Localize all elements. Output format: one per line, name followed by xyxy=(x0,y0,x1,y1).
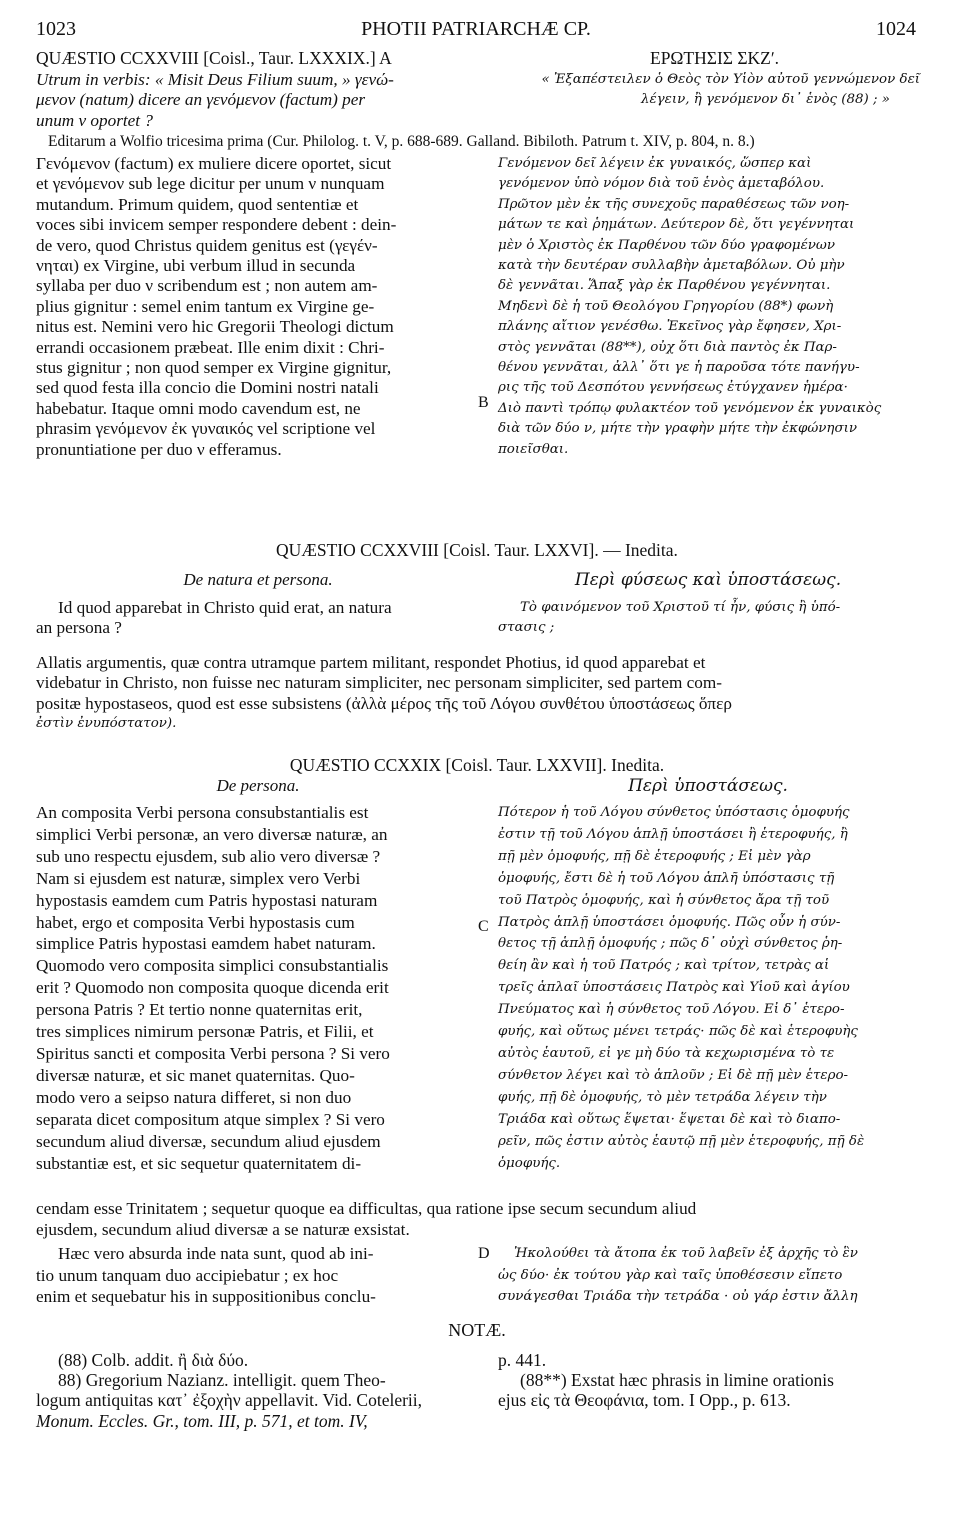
text-line: diversæ naturæ, et sic manet quaternitas. Quo- xyxy=(36,1065,355,1085)
q228-question-greek xyxy=(500,70,920,111)
text-line: secundum aliud diversæ, secundum aliud ejusdem xyxy=(36,1131,381,1151)
text-line: ἐστιν τῇ τοῦ Λόγου ἁπλῇ ὑποστάσει ἢ ἑτεροφυής, ἢ xyxy=(498,826,848,842)
text-line: Διὸ παντὶ τρόπῳ φυλακτέον τοῦ γενόμενον ἐκ γυναικὸς xyxy=(498,400,882,416)
text-line: Id quod apparebat in Christo quid erat, an natura xyxy=(58,598,392,617)
text-line: γενόμενον ὑπὸ νόμον διὰ τοῦ ἑνὸς ἀμεταβόλου. xyxy=(498,176,825,192)
q228-title-greek: ΕΡΩΤΗΣΙΣ ΣΚΖʹ. xyxy=(650,48,780,68)
text-line: syllaba per duo ν scribendum est ; non autem am- xyxy=(36,276,378,296)
text-line: θείη ἂν καὶ ἡ τοῦ Πατρός ; καὶ τρίτον, τετρὰς αἱ xyxy=(498,958,830,974)
q228-title-latin: QUÆSTIO CCXXVIII [Coisl., Taur. LXXXIX.] A xyxy=(36,48,392,68)
page-number-left: 1023 xyxy=(36,18,76,40)
text-line: errandi occasionem præbeat. Ille enim dixit : Chri- xyxy=(36,337,385,357)
text-line: Utrum in verbis: « Misit Deus Filium suum, » γενώ- xyxy=(36,70,394,89)
q228-greek-text xyxy=(498,154,918,460)
note-line: p. 441. xyxy=(498,1350,547,1370)
notes-right-column xyxy=(498,1350,918,1411)
text-line: σύνθετον λέγει καὶ τὸ ἁπλοῦν ; Εἰ δὲ πῇ μὲν ἑτερο- xyxy=(498,1067,849,1083)
q229-tail-greek xyxy=(498,1243,918,1308)
q228b-subtitle-greek: Περὶ φύσεως καὶ ὑποστάσεως. xyxy=(574,570,842,590)
text-line: ποιεῖσθαι. xyxy=(498,441,569,457)
text-line: ὡς δύο· ἐκ τούτου γὰρ καὶ ταῖς ὑποθέσεσιν εἴπετο xyxy=(498,1267,843,1283)
running-header xyxy=(36,18,916,44)
text-line: de vero, quod Christus quidem genitus est (γεγέν- xyxy=(36,235,378,255)
text-line: separata dicet compositum atque simplex ? Si vero xyxy=(36,1109,385,1129)
text-line: et γενόμενον sub lege dicitur per unum ν nunquam xyxy=(36,174,385,194)
q228b-answer xyxy=(36,653,916,735)
text-line: substantiæ est, et sic sequetur quaternitatem di- xyxy=(36,1153,362,1173)
text-line: Τὸ φαινόμενον τοῦ Χριστοῦ τί ἦν, φύσις ἢ ὑπό- xyxy=(520,600,841,615)
text-line: tres simplices nimirum personæ Patris, et Filii, et xyxy=(36,1022,374,1042)
text-line: τρεῖς ἁπλαῖ ὑποστάσεις Πατρὸς καὶ Υἱοῦ καὶ ἁγίου xyxy=(498,980,850,996)
q228b-subtitle-latin: De natura et persona. xyxy=(183,570,333,589)
text-line: τοῦ Πατρὸς ὁμοφυής, καὶ ἡ σύνθετος ἄρα τῇ τοῦ xyxy=(498,892,830,908)
text-line: φυής, καὶ οὕτως μένει τετράς· πῶς δὲ καὶ ἑτεροφυὴς xyxy=(498,1024,858,1040)
text-line: ἐστὶν ἐνυπόστατον). xyxy=(36,716,177,732)
text-line: ὁμοφυής, ἔστι δὲ ἡ τοῦ Λόγου ἁπλῆ ὑπόστασις τῇ xyxy=(498,870,835,886)
text-line: nitus est. Nemini vero hic Gregorii Theologi dictum xyxy=(36,317,394,337)
text-line: hypostasis eamdem cum Patris hypostasi naturam xyxy=(36,890,378,910)
text-line: simplice Patris hypostasi eamdem habet naturam. xyxy=(36,934,376,954)
text-line: ejusdem, secundum aliud diversæ a se naturæ exsistat. xyxy=(36,1220,410,1239)
q229-latin-text xyxy=(36,802,472,1174)
text-line: unum ν oportet ? xyxy=(36,110,153,130)
running-title: PHOTII PATRIARCHÆ CP. xyxy=(361,18,591,40)
q229-subtitle-latin: De persona. xyxy=(216,776,300,795)
notes-left-column xyxy=(36,1350,476,1431)
text-line: νηται) ex Virgine, ubi verbum illud in secunda xyxy=(36,256,356,276)
q229-title: QUÆSTIO CCXXIX [Coisl. Taur. LXXVII]. Inedita. xyxy=(289,755,665,775)
text-line: φυής, πῇ δὲ ὁμοφυής, τὸ μὲν τετράδα λέγειν τὴν xyxy=(498,1089,827,1105)
text-line: Πότερον ἡ τοῦ Λόγου σύνθετος ὑπόστασις ὁμοφυής xyxy=(498,805,850,820)
text-line: κατὰ τὴν δευτέραν συλλαβὴν ἀμεταβόλων. Οὐ μὴν xyxy=(498,258,845,274)
text-line: μάτων τε καὶ ῥημάτων. Δεύτερον δὲ, ὅτι γεγέννηται xyxy=(498,217,855,233)
q229-subtitle-greek: Περὶ ὑποστάσεως. xyxy=(628,776,788,796)
text-line: θετος τῇ ἁπλῇ ὁμοφυής ; πῶς δ᾽ οὐχὶ σύνθετος ῥη- xyxy=(498,936,843,952)
q229-full-width-text xyxy=(36,1198,916,1240)
text-line: sub uno respectu ejusdem, sub alio vero diversæ ? xyxy=(36,846,381,866)
text-line: Allatis argumentis, quæ contra utramque partem militant, respondet Photius, id quod apparebat et xyxy=(36,653,706,672)
text-line: διὰ τῶν δύο ν, μήτε τὴν γραφὴν μήτε τὴν ἐκφώνησιν xyxy=(498,421,857,437)
text-line: Τριάδα καὶ οὕτως ἕψεται· ἕψεται δὲ καὶ τὸ διαπο- xyxy=(498,1111,841,1127)
text-line: positæ hypostaseos, quod est esse subsistens (ἀλλὰ μέρος τῆς τοῦ Λόγου συνθέτου ὑποστάσεως ὅπερ xyxy=(36,693,732,713)
text-line: στασις ; xyxy=(498,620,555,636)
text-line: Quomodo vero composita simplici consubstantialis xyxy=(36,956,389,976)
text-line: Hæc vero absurda inde nata sunt, quod ab ini- xyxy=(58,1244,374,1263)
text-line: sed quod festa illa concio die Domini nostri natali xyxy=(36,378,379,398)
text-line: λέγειν, ἢ γενόμενον δι᾽ ἑνὸς (88) ; » xyxy=(640,92,890,108)
text-line: habebatur. Itaque omni modo cavendum est, ne xyxy=(36,398,361,418)
text-line: mutandum. Primum quidem, quod sententiæ et xyxy=(36,194,359,214)
text-line: αὐτὸς ἑαυτοῦ, εἰ γε μὴ δύο τὰ κεχωρισμένα τὸ τε xyxy=(498,1045,835,1061)
text-line: μενον (natum) dicere an γενόμενον (factum) per xyxy=(36,90,366,110)
text-line: Πνεύματος καὶ ἡ σύνθετος τοῦ Λόγου. Εἰ δ᾽ ἑτερο- xyxy=(498,1002,845,1018)
text-line: Μηδενὶ δὲ ἡ τοῦ Θεολόγου Γρηγορίου (88*) φωνὴ xyxy=(498,298,834,314)
text-line: πλάνης αἴτιον γενέσθω. Ἐκεῖνος γὰρ ἔφησεν, Χρι- xyxy=(498,319,842,335)
text-line: an persona ? xyxy=(36,618,122,638)
notes-title: NOTÆ. xyxy=(448,1320,506,1340)
margin-marker-c: C xyxy=(478,918,489,935)
q228b-question-greek xyxy=(498,598,918,639)
text-line: cendam esse Trinitatem ; sequetur quoque ea difficultas, qua ratione ipse secum secundum aliud xyxy=(36,1199,697,1218)
note-line: logum antiquitas κατ᾽ ἐξοχὴν appellavit. Vid. Cotelerii, xyxy=(36,1390,423,1411)
q228-question-latin xyxy=(36,70,480,131)
text-line: Γενόμενον δεῖ λέγειν ἐκ γυναικός, ὥσπερ καὶ xyxy=(498,156,812,171)
text-line: habet, ergo et composita Verbi hypostasis cum xyxy=(36,912,355,932)
text-line: πῇ μὲν ὁμοφυής, πῇ δὲ ἑτεροφυής ; Εἰ μὲν γὰρ xyxy=(498,848,811,864)
text-line: Πατρὸς ἁπλῇ ὑποστάσει ὁμοφυής. Πῶς οὖν ἡ σύν- xyxy=(498,914,841,930)
note-line: ejus εἰς τὰ Θεοφάνια, tom. I Opp., p. 613. xyxy=(498,1390,791,1411)
text-line: enim et sequebatur his in suppositionibus conclu- xyxy=(36,1287,376,1306)
note-line: (88**) Exstat hæc phrasis in limine orationis xyxy=(520,1370,834,1391)
text-line: ρις τῆς τοῦ Δεσπότου γεννήσεως ἐτύγχανεν ἡμέρα· xyxy=(498,380,848,396)
q229-greek-text xyxy=(498,802,918,1174)
q229-tail-latin xyxy=(36,1243,472,1308)
text-line: persona Patris ? Et tertio nonne quaternitas erit, xyxy=(36,1000,363,1020)
note-line: (88) Colb. addit. ἢ διὰ δύο. xyxy=(58,1350,249,1370)
text-line: στὸς γεννᾶται (88**), οὐχ ὅτι διὰ παντὸς ἐκ Παρ- xyxy=(498,339,837,355)
text-line: ὁμοφυής. xyxy=(498,1155,561,1171)
text-line: videbatur in Christo, non fuisse nec naturam simpliciter, nec personam simpliciter, sed partem com- xyxy=(36,673,722,693)
text-line: ρεῖν, πῶς ἐστιν αὐτὸς ἑαυτῷ πῇ μὲν ἑτεροφυής, πῇ δὲ xyxy=(498,1133,865,1149)
text-line: An composita Verbi persona consubstantialis est xyxy=(36,803,369,822)
text-line: Spiritus sancti et composita Verbi persona ? Si vero xyxy=(36,1043,390,1063)
editorial-note: Editarum a Wolfio tricesima prima (Cur. Philolog. t. V, p. 688-689. Galland. Bibiloth. Patrum t. XIV, p. 804, n. 8.) xyxy=(48,133,755,150)
text-line: συνάγεσθαι Τριάδα τὴν τετράδα · οὐ γάρ ἐστιν ἄλλη xyxy=(498,1289,858,1304)
text-line: pronuntiatione per duo ν efferamus. xyxy=(36,439,282,459)
text-line: Nam si ejusdem est naturæ, simplex vero Verbi xyxy=(36,868,361,888)
text-line: δὲ γεννᾶται. Ἅπαξ γὰρ ἐκ Παρθένου γεγέννηται. xyxy=(498,278,831,294)
text-line: voces sibi invicem semper respondere debent : dein- xyxy=(36,215,397,235)
text-line: phrasim γενόμενον ἐκ γυναικός vel scriptione vel xyxy=(36,419,376,439)
text-line: Ἠκολούθει τὰ ἄτοπα ἐκ τοῦ λαβεῖν ἐξ ἀρχῆς τὸ ἓν xyxy=(514,1246,858,1261)
text-line: modo vero a seipso natura differet, si non duo xyxy=(36,1087,352,1107)
text-line: stus gignitur ; non quod semper ex Virgine gignitur, xyxy=(36,358,392,378)
text-line: Γενόμενον (factum) ex muliere dicere oportet, sicut xyxy=(36,154,392,173)
page-number-right: 1024 xyxy=(876,18,916,40)
q228b-title: QUÆSTIO CCXXVIII [Coisl. Taur. LXXVI]. — Inedita. xyxy=(276,540,678,560)
text-line: simplici Verbi personæ, an vero diversæ naturæ, an xyxy=(36,824,388,844)
margin-marker-d: D xyxy=(478,1245,490,1262)
note-line: Monum. Eccles. Gr., tom. III, p. 571, et tom. IV, xyxy=(36,1410,368,1431)
q228-latin-text xyxy=(36,154,472,460)
text-line: Πρῶτον μὲν ἐκ τῆς συνεχοῦς παραθέσεως τῶν νοη- xyxy=(498,196,850,212)
note-line: 88) Gregorium Nazianz. intelligit. quem Theo- xyxy=(58,1370,386,1391)
text-line: θένου γεννᾶται, ἀλλ᾽ ὅτι γε ἡ παροῦσα τότε πανήγυ- xyxy=(498,360,860,376)
text-line: erit ? Quomodo non composita quoque dicenda erit xyxy=(36,978,389,998)
text-line: plius gignitur : semel enim tantum ex Virgine ge- xyxy=(36,296,375,316)
text-line: « Ἐξαπέστειλεν ὁ Θεὸς τὸν Υἱὸν αὐτοῦ γεννώμενον δεῖ xyxy=(541,72,920,87)
text-line: μὲν ὁ Χριστὸς ἐκ Παρθένου τῶν δύο γραφομένων xyxy=(498,237,835,253)
margin-marker-b: B xyxy=(478,394,489,411)
q228b-question-latin xyxy=(36,598,472,639)
text-line: tio unum tanquam duo accipiebatur ; ex hoc xyxy=(36,1265,339,1285)
